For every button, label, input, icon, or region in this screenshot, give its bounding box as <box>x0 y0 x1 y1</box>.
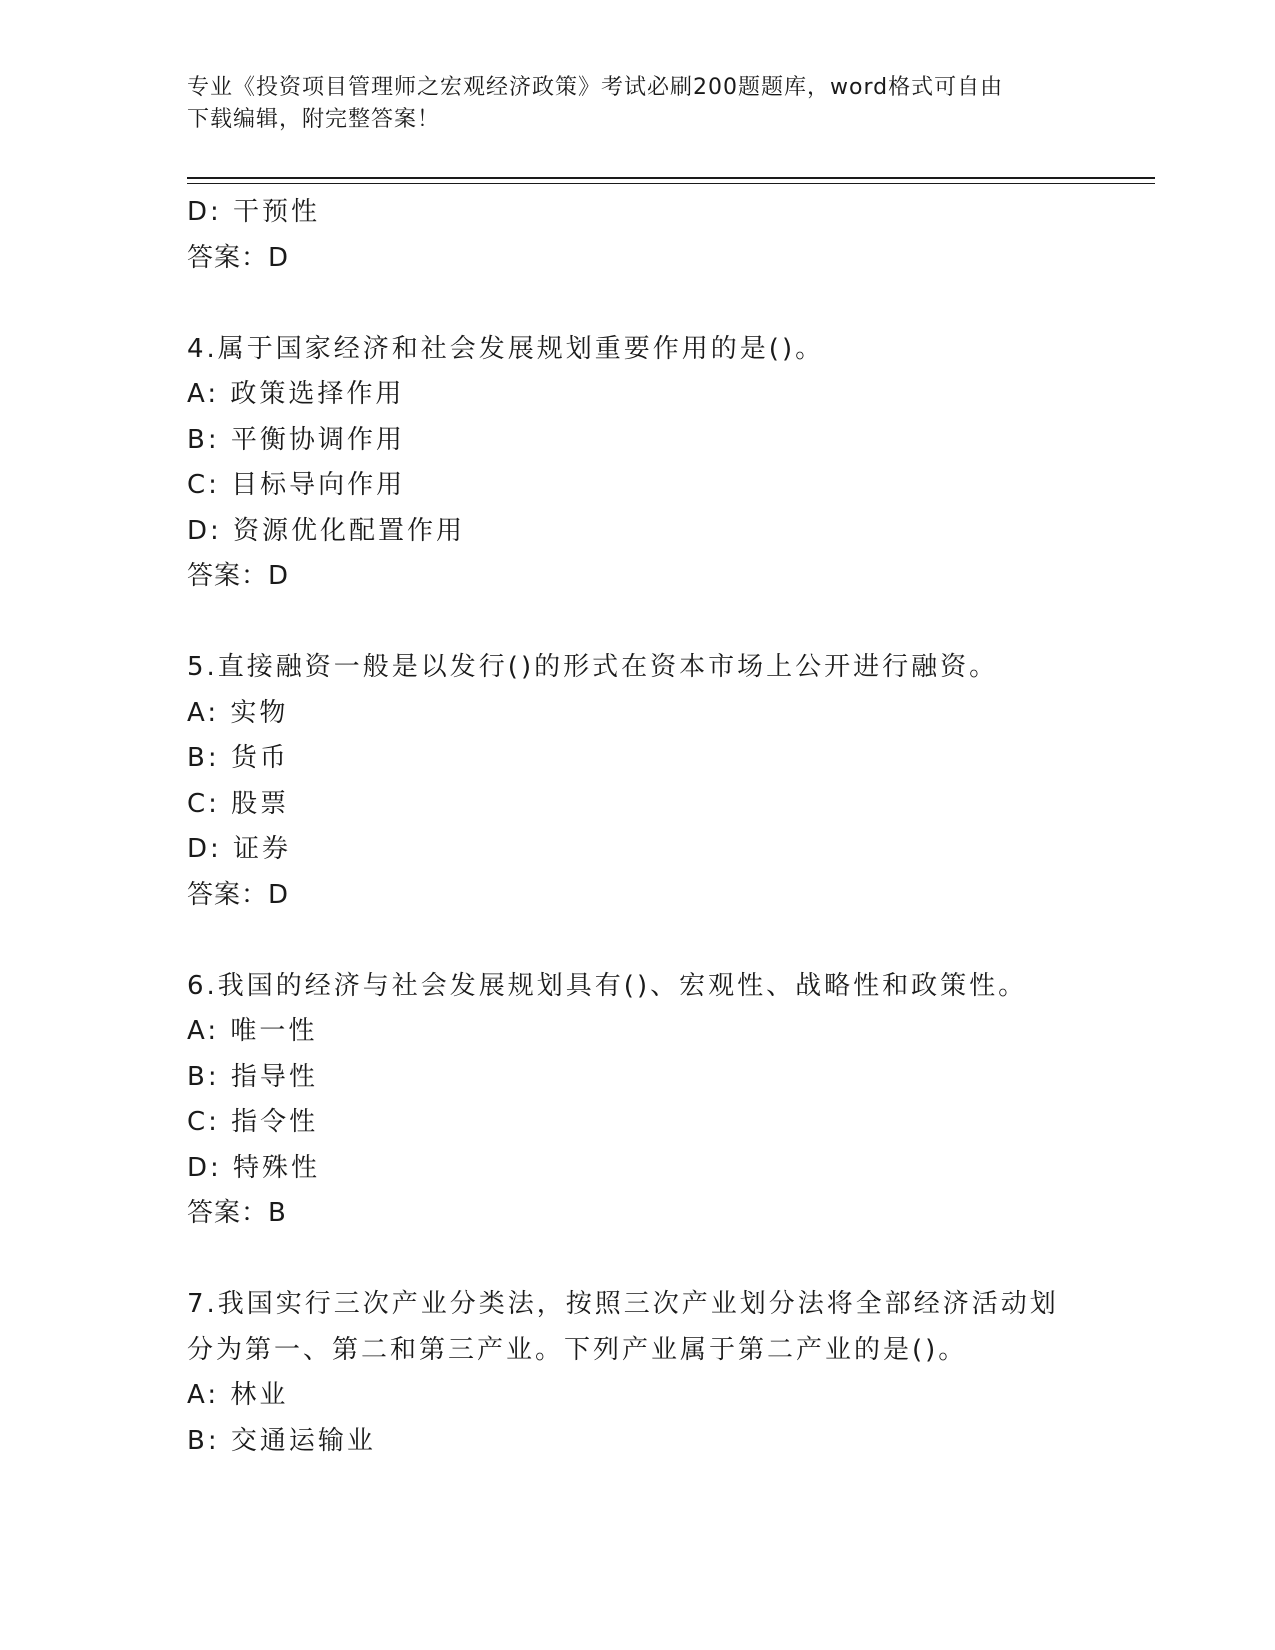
question-stem-line-2: 分为第一、第二和第三产业。下列产业属于第二产业的是()。 <box>187 1334 968 1365</box>
header-divider-thick <box>187 177 1155 179</box>
spacer <box>187 918 1087 964</box>
option-d: D: 干预性 <box>187 197 321 227</box>
header-line-2: 下载编辑，附完整答案！ <box>187 107 441 132</box>
option-d: D: 特殊性 <box>187 1152 321 1183</box>
option-a: A: 林业 <box>187 1380 289 1410</box>
question-block <box>187 645 1087 918</box>
question-block <box>187 1282 1087 1464</box>
option-c: C: 指令性 <box>187 1107 319 1137</box>
answer: 答案：B <box>187 1198 287 1228</box>
spacer <box>187 600 1087 646</box>
header-line-1: 专业《投资项目管理师之宏观经济政策》考试必刷200题题库，word格式可自由 <box>187 75 1004 100</box>
spacer <box>187 1237 1087 1283</box>
question-stem-line-1: 7.我国实行三次产业分类法，按照三次产业划分法将全部经济活动划 <box>187 1289 1059 1319</box>
document-header <box>187 72 1087 136</box>
header-divider-thin <box>187 183 1155 184</box>
option-a: A: 实物 <box>187 697 289 728</box>
question-block <box>187 327 1087 600</box>
option-a: A: 唯一性 <box>187 1016 318 1046</box>
option-c: C: 目标导向作用 <box>187 470 406 500</box>
option-b: B: 交通运输业 <box>187 1425 376 1456</box>
document-body <box>187 190 1087 1464</box>
option-a: A: 政策选择作用 <box>187 379 405 409</box>
question-stem: 5.直接融资一般是以发行()的形式在资本市场上公开进行融资。 <box>187 652 999 682</box>
answer: 答案：D <box>187 879 290 910</box>
option-b: B: 平衡协调作用 <box>187 424 405 455</box>
option-c: C: 股票 <box>187 788 290 819</box>
spacer <box>187 281 1087 327</box>
answer: 答案：D <box>187 242 290 273</box>
option-b: B: 指导性 <box>187 1061 318 1092</box>
option-d: D: 资源优化配置作用 <box>187 515 466 546</box>
question-stem: 4.属于国家经济和社会发展规划重要作用的是()。 <box>187 333 825 364</box>
answer: 答案：D <box>187 561 290 591</box>
option-d: D: 证券 <box>187 834 292 864</box>
question-stem: 6.我国的经济与社会发展规划具有()、宏观性、战略性和政策性。 <box>187 970 1028 1001</box>
question-block <box>187 964 1087 1237</box>
option-b: B: 货币 <box>187 743 289 773</box>
